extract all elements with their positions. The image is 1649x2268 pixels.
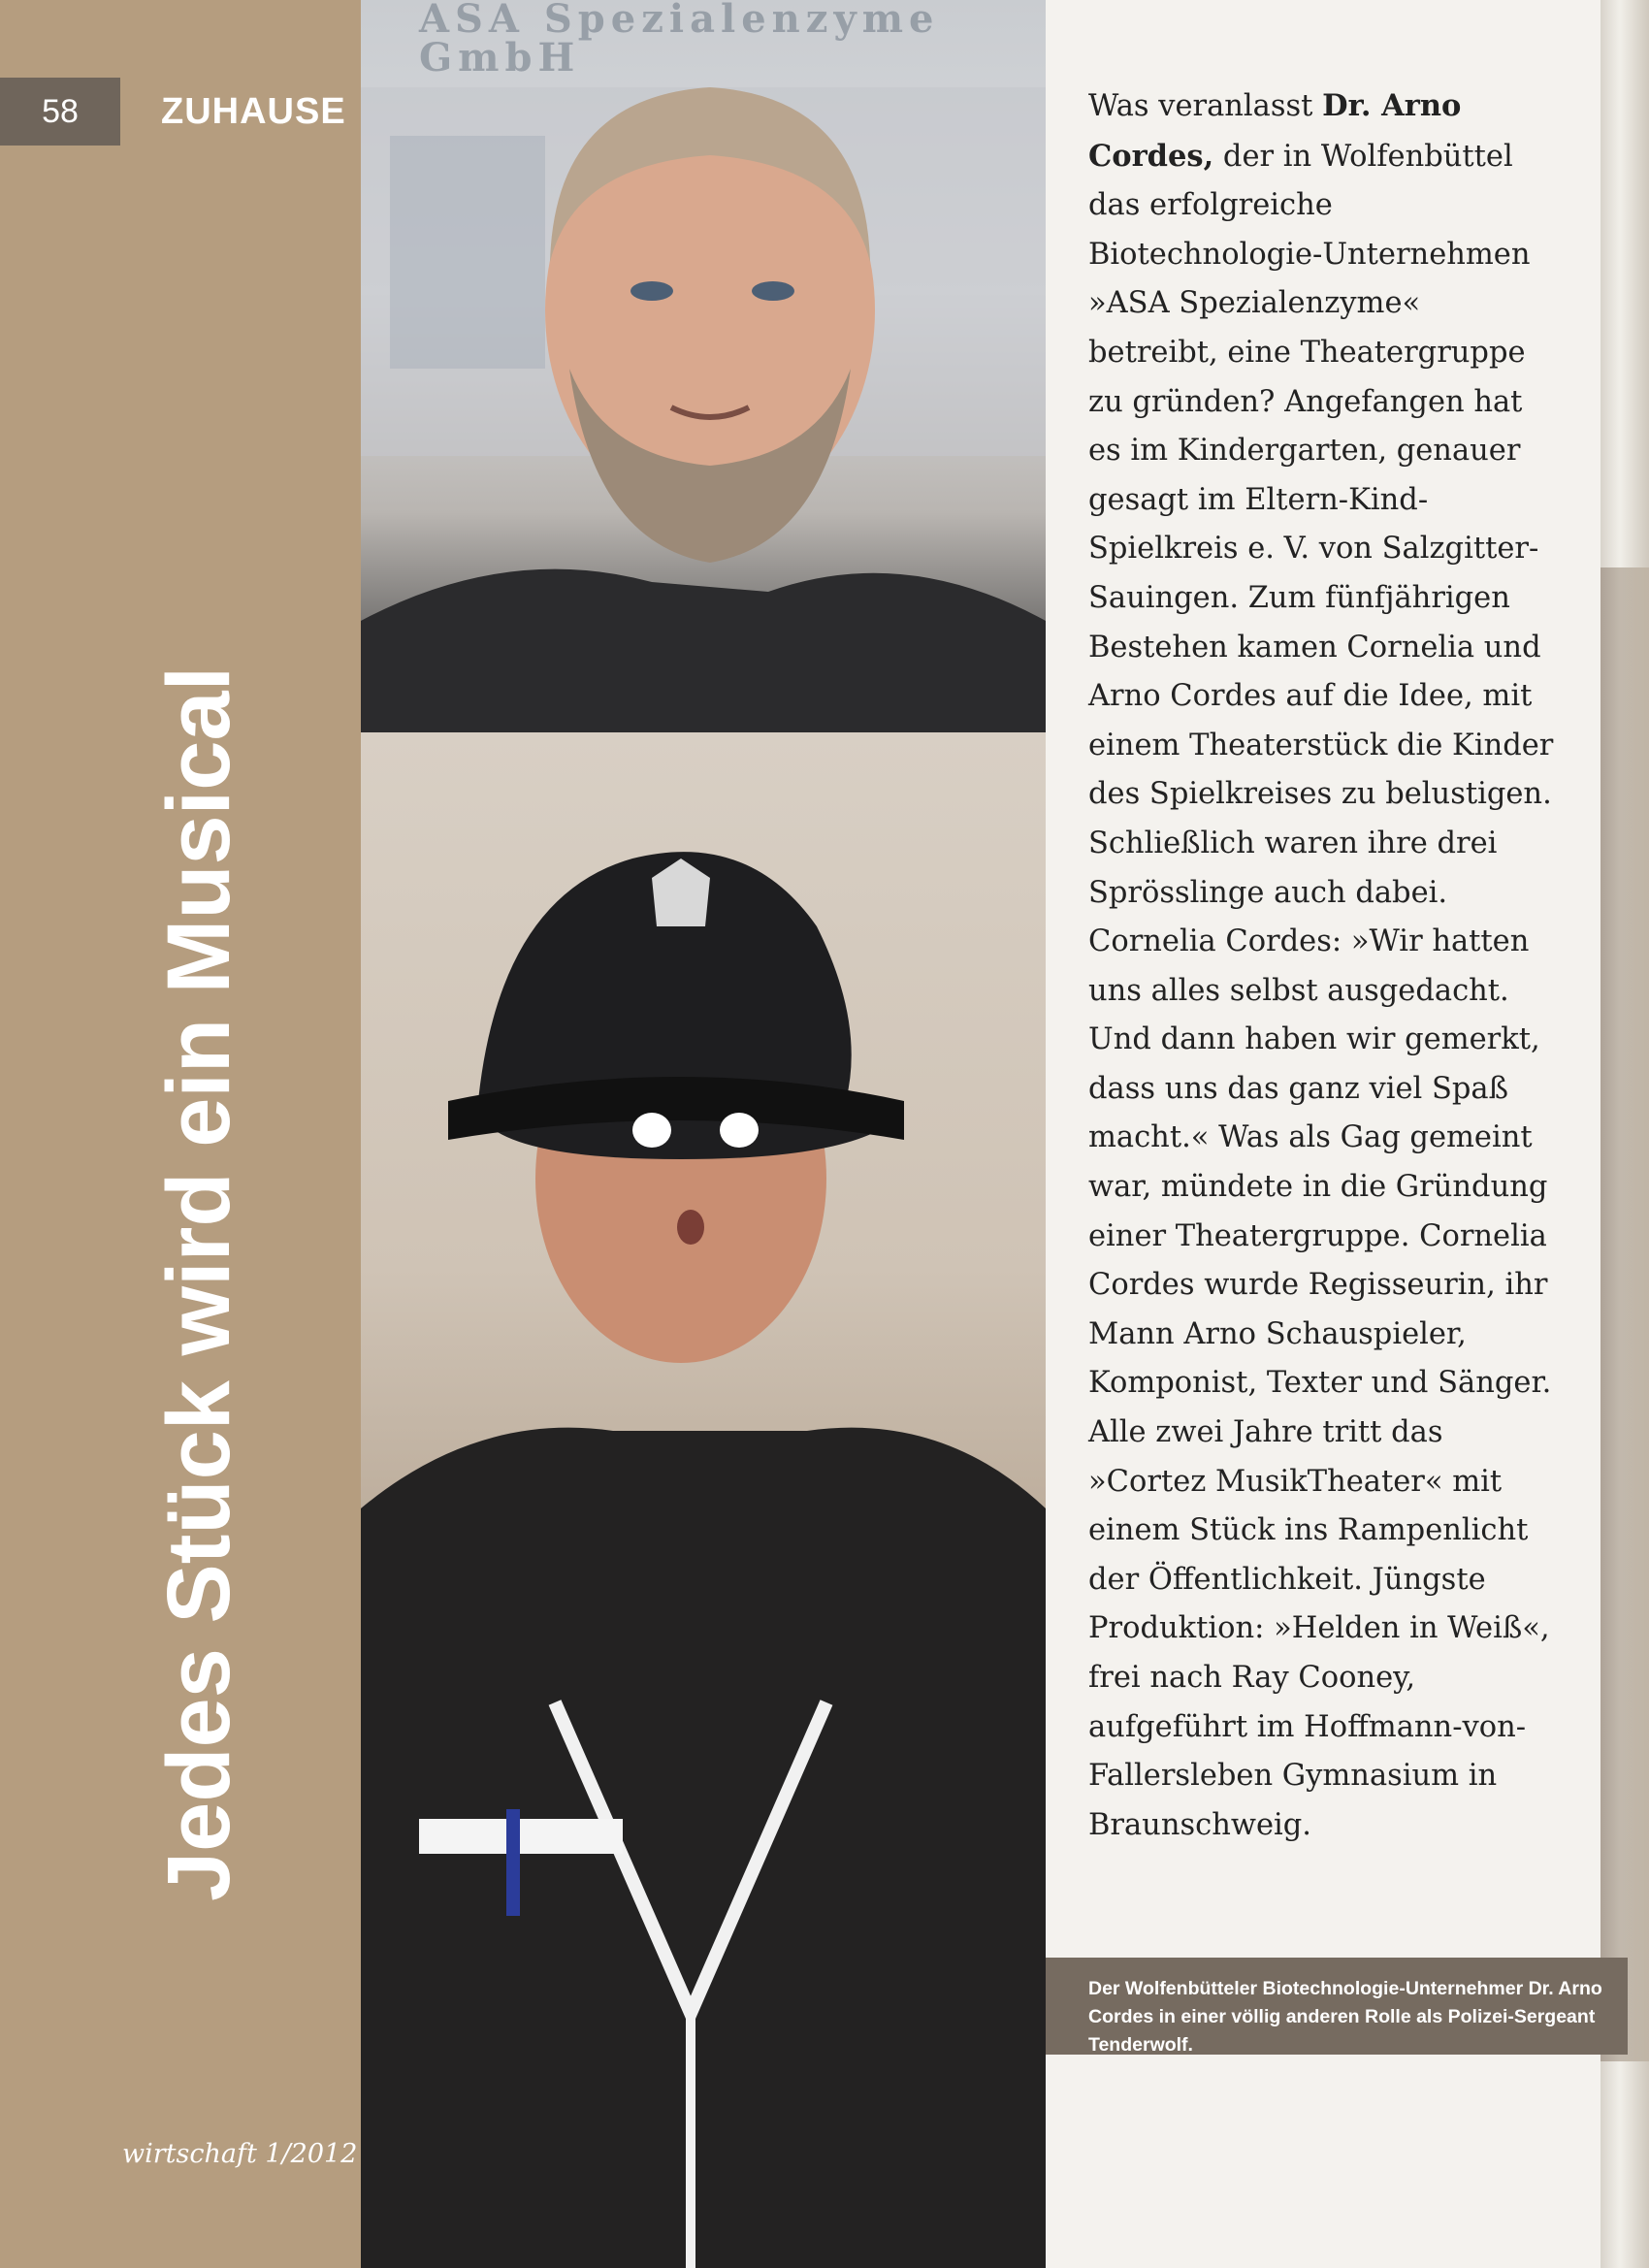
section-label: ZUHAUSE xyxy=(161,91,346,132)
article-text: der in Wolfenbüttel das erfolgreiche Biotechnologie-Unternehmen »ASA Spezialenzyme« betreibt, eine Theatergruppe zu gründen? Angefangen hat es im Kindergarten, genauer gesagt im Eltern-Kind-Spielkreis e. V. von Salzgitter-Sauingen. Zum fünfjährigen Bestehen kamen Cornelia und Arno Cordes auf die Idee, mit einem Theaterstück die Kinder des Spielkreises zu belustigen. Schließlich waren ihre drei Sprösslinge auch dabei. Cornelia Cordes: »Wir hatten uns alles selbst ausgedacht. Und dann haben wir gemerkt, dass uns das ganz viel Spaß macht.« Was als Gag gemeint war, mündete in die Gründung einer Theatergruppe. Cornelia Cordes wurde Regisseurin, ihr Mann Arno Schauspieler, Komponist, Texter und Sänger. Alle zwei Jahre tritt das »Cortez MusikTheater« mit einem Stück ins Rampenlicht der Öffentlichkeit. Jüngste Produktion: »Helden in Weiß«, frei nach Ray Cooney, aufgeführt im Hoffmann-von-Fallersleben Gymnasium in Braunschweig. xyxy=(1088,139,1554,1842)
article-name: Dr. Arno Cordes, xyxy=(1088,88,1462,174)
police-photo xyxy=(361,732,1046,2268)
portrait-photo xyxy=(361,0,1046,732)
portrait-photo-icon xyxy=(361,0,1046,732)
page-number: 58 xyxy=(42,93,79,130)
photo-caption: Der Wolfenbütteler Biotechnologie-Unternehmer Dr. Arno Cordes in einer völlig anderen Rolle als Polizei-Sergeant Tenderwolf. xyxy=(1088,1978,1602,2056)
headline: Jedes Stück wird ein Musical xyxy=(149,665,248,1901)
photo-background-text: ASA Spezialenzyme GmbH xyxy=(419,0,940,81)
article-intro: Was veranlasst xyxy=(1088,89,1323,123)
police-helmet-photo-icon xyxy=(361,732,1046,2268)
article-body xyxy=(1088,81,1554,1850)
issue-footer: wirtschaft 1/2012 xyxy=(122,2139,358,2169)
next-page-band xyxy=(1600,567,1649,2061)
